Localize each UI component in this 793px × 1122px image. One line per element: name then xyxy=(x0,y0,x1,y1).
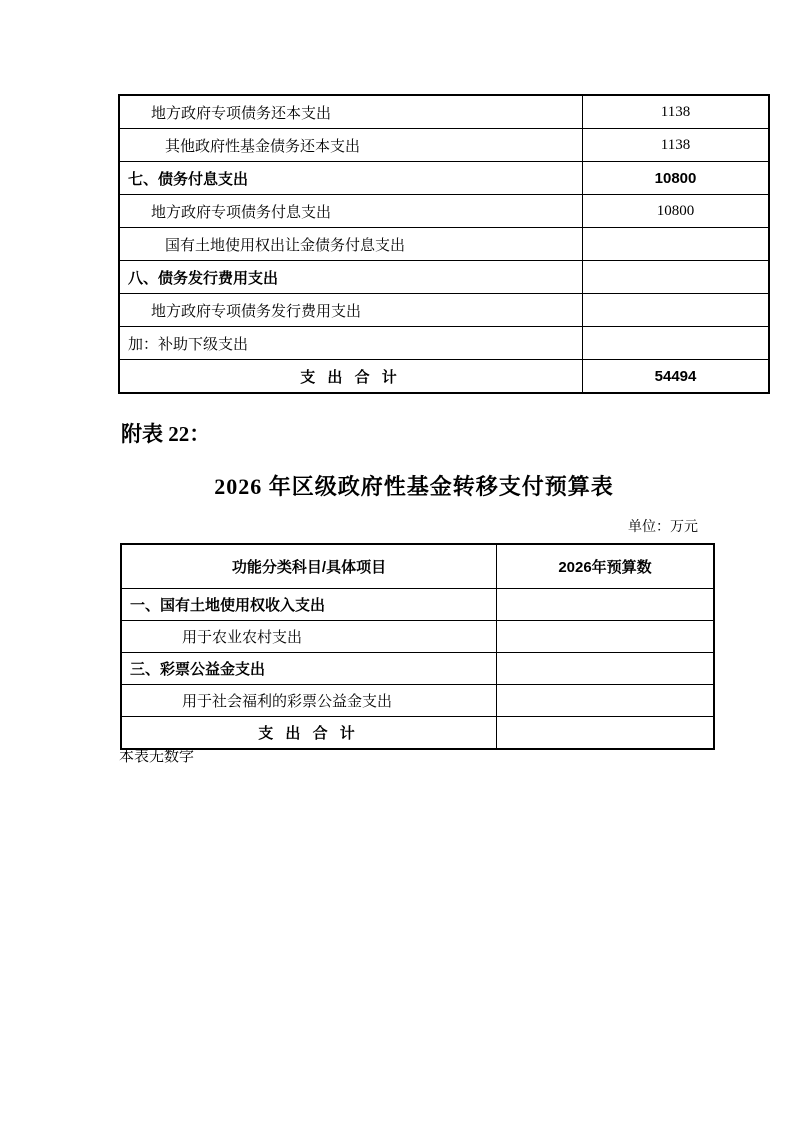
row-value: 10800 xyxy=(583,162,770,195)
row-value: 10800 xyxy=(583,195,770,228)
unit-label: 单位：万元 xyxy=(628,520,698,535)
column-header-budget: 2026年预算数 xyxy=(497,544,715,589)
table-row xyxy=(119,327,769,360)
table-row xyxy=(119,162,769,195)
row-label: 一、国有土地使用权收入支出 xyxy=(121,589,497,621)
row-label: 地方政府专项债务还本支出 xyxy=(119,95,583,129)
row-label: 七、债务付息支出 xyxy=(119,162,583,195)
table-row xyxy=(119,261,769,294)
row-value xyxy=(497,717,715,750)
table-row xyxy=(119,294,769,327)
row-value xyxy=(497,589,715,621)
row-value: 54494 xyxy=(583,360,770,394)
debt-expenditure-table xyxy=(118,94,770,394)
table-row xyxy=(119,95,769,129)
column-header-category: 功能分类科目/具体项目 xyxy=(121,544,497,589)
row-label: 用于农业农村支出 xyxy=(121,621,497,653)
row-value: 1138 xyxy=(583,129,770,162)
row-label: 支 出 合 计 xyxy=(121,717,497,750)
transfer-payment-table-header xyxy=(121,544,714,589)
row-value xyxy=(497,653,715,685)
row-value xyxy=(583,327,770,360)
header-row xyxy=(121,544,714,589)
table-row xyxy=(121,717,714,750)
row-value: 1138 xyxy=(583,95,770,129)
transfer-payment-table-body xyxy=(121,589,714,750)
table-row xyxy=(119,129,769,162)
row-label: 国有土地使用权出让金债务付息支出 xyxy=(119,228,583,261)
transfer-payment-table xyxy=(120,543,715,750)
row-label: 用于社会福利的彩票公益金支出 xyxy=(121,685,497,717)
table-row xyxy=(121,621,714,653)
row-label: 三、彩票公益金支出 xyxy=(121,653,497,685)
row-label: 八、债务发行费用支出 xyxy=(119,261,583,294)
row-value xyxy=(497,685,715,717)
table-row xyxy=(119,195,769,228)
debt-expenditure-table-body xyxy=(119,95,769,393)
page-title: 2026 年区级政府性基金转移支付预算表 xyxy=(214,474,614,499)
row-label: 加：补助下级支出 xyxy=(119,327,583,360)
row-value xyxy=(497,621,715,653)
table-row xyxy=(121,685,714,717)
table-row xyxy=(119,360,769,394)
table-row xyxy=(121,589,714,621)
row-value xyxy=(583,261,770,294)
row-label: 其他政府性基金债务还本支出 xyxy=(119,129,583,162)
footnote: 本表无数字 xyxy=(119,749,195,765)
row-value xyxy=(583,294,770,327)
row-label: 地方政府专项债务付息支出 xyxy=(119,195,583,228)
table-row xyxy=(121,653,714,685)
row-value xyxy=(583,228,770,261)
row-label: 支 出 合 计 xyxy=(119,360,583,394)
table-row xyxy=(119,228,769,261)
appendix-label: 附表 22： xyxy=(121,422,211,446)
row-label: 地方政府专项债务发行费用支出 xyxy=(119,294,583,327)
